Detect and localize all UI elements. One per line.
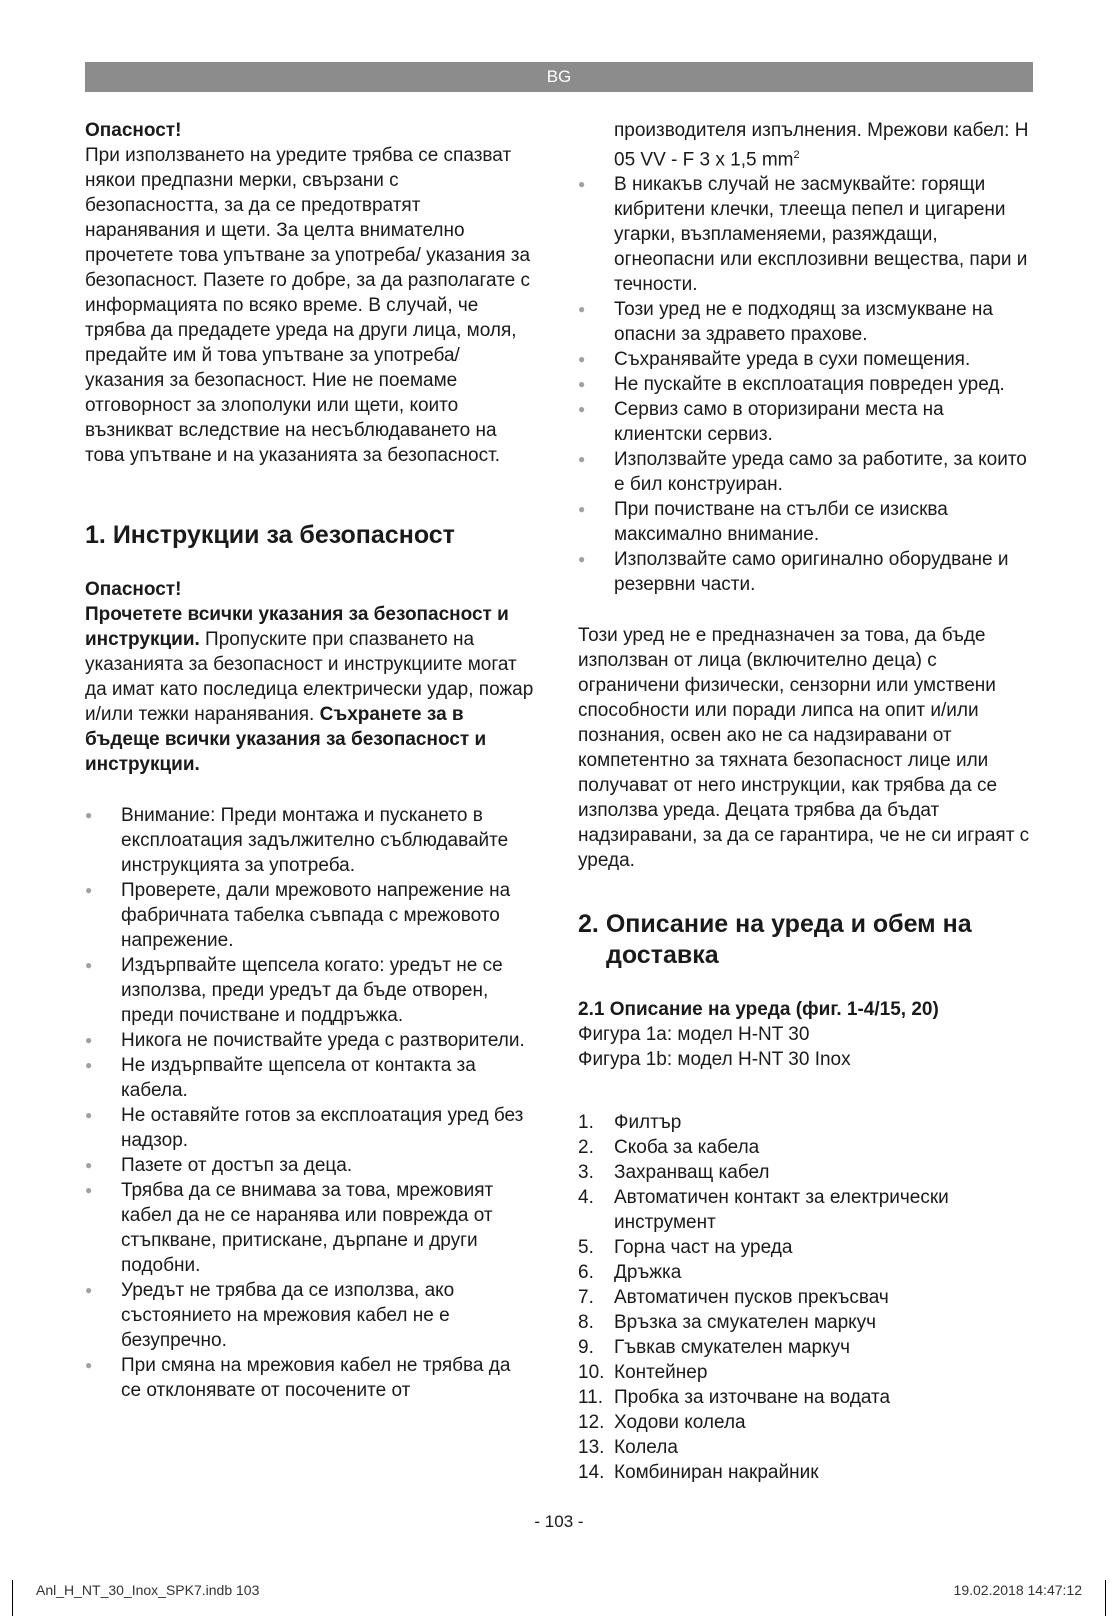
figure-1b-caption: Фигура 1b: модел H-NT 30 Inox bbox=[578, 1049, 851, 1071]
intro-danger-title: Опасност! bbox=[85, 120, 182, 141]
list-item: ● Сервиз само в оторизирани места на клиентски сервиз. bbox=[578, 397, 1033, 447]
section-2-title-line-2: доставка bbox=[606, 941, 719, 970]
list-item: 9. Гъвкав смукателен маркуч bbox=[578, 1337, 851, 1359]
list-item: 10. Контейнер bbox=[578, 1362, 708, 1384]
language-header-bar bbox=[85, 62, 1033, 92]
section-1-bold-1: Прочетете всички указания за безопасност и инструкции. bbox=[85, 604, 509, 650]
list-item: ● Внимание: Преди монтажа и пускането в експлоатация задължително съблюдавайте инструкцията за употреба. bbox=[85, 803, 535, 878]
list-item: ● При почистване на стълби се изисква максимално внимание. bbox=[578, 497, 1033, 547]
left-column bbox=[85, 118, 535, 1403]
list-item: 8. Връзка за смукателен маркуч bbox=[578, 1312, 877, 1334]
list-item: ● Съхранявайте уреда в сухи помещения. bbox=[578, 347, 1033, 372]
right-continuation bbox=[578, 118, 1033, 172]
list-item: ● Проверете, дали мрежовото напрежение на фабричната табелка съвпада с мрежовото напрежение. bbox=[85, 878, 535, 953]
page-number: - 103 - bbox=[534, 1512, 584, 1531]
list-item: 2. Скоба за кабела bbox=[578, 1137, 760, 1159]
crop-mark-left bbox=[12, 1580, 13, 1616]
list-item: 11. Пробка за източване на водата bbox=[578, 1387, 891, 1409]
list-item: 13. Колела bbox=[578, 1437, 678, 1459]
crop-mark-right bbox=[1105, 1580, 1106, 1616]
list-item: ● Пазете от достъп за деца. bbox=[85, 1153, 535, 1178]
right-column bbox=[578, 118, 1033, 1485]
list-item: ● Уредът не трябва да се използва, ако състоянието на мрежовия кабел не е безупречно. bbox=[85, 1278, 535, 1353]
section-2-1-title: 2.1 Описание на уреда (фиг. 1-4/15, 20) bbox=[578, 999, 939, 1021]
figure-1a-caption: Фигура 1a: модел H-NT 30 bbox=[578, 1024, 810, 1046]
footer-timestamp: 19.02.2018 14:47:12 bbox=[953, 1582, 1082, 1598]
list-item: 6. Дръжка bbox=[578, 1262, 682, 1284]
list-item: ● Използвайте само оригинално оборудване и резервни части. bbox=[578, 547, 1033, 597]
section-1-text-1: Пропуските при спазването на указанията за безопасност и инструкциите могат да имат като последица електрически удар, пожар и/или тежки наранявания. bbox=[85, 629, 534, 725]
list-item: ● Не пускайте в експлоатация повреден уред. bbox=[578, 372, 1033, 397]
list-item: ● Издърпвайте щепсела когато: уредът не се използва, преди уредът да бъде отворен, преди почистване и поддръжка. bbox=[85, 953, 535, 1028]
right-safety-list bbox=[578, 172, 1033, 597]
section-1-number: 1. bbox=[85, 521, 106, 549]
cable-spec-text: производителя изпълнения. Мрежови кабел: H 05 VV - F 3 x 1,5 mm bbox=[614, 120, 1029, 171]
list-item: ● Не издърпвайте щепсела от контакта за кабела. bbox=[85, 1053, 535, 1103]
section-1-paragraph bbox=[85, 602, 535, 777]
list-item: ● Този уред не е подходящ за изсмукване на опасни за здравето прахове. bbox=[578, 297, 1033, 347]
list-item: 1. Филтър bbox=[578, 1112, 682, 1134]
left-safety-list bbox=[85, 803, 535, 1403]
footer-file-name: Anl_H_NT_30_Inox_SPK7.indb 103 bbox=[36, 1582, 260, 1598]
cable-spec-superscript: 2 bbox=[793, 149, 800, 161]
list-item: 14. Комбиниран накрайник bbox=[578, 1462, 819, 1484]
list-item: 7. Автоматичен пусков прекъсвач bbox=[578, 1287, 889, 1309]
section-1-title: Инструкции за безопасност bbox=[112, 521, 455, 549]
section-2-heading bbox=[578, 909, 1033, 971]
section-2-title-line-1: Описание на уреда и обем на bbox=[605, 910, 972, 939]
section-2-number: 2. bbox=[578, 910, 599, 939]
section-1-heading bbox=[85, 520, 535, 551]
list-item: 4. Автоматичен контакт за електрически инструмент bbox=[578, 1187, 949, 1234]
list-item: ● Трябва да се внимава за това, мрежовият кабел да не се наранява или поврежда от стъпкване, притискане, дърпане и други подобни. bbox=[85, 1178, 535, 1278]
intro-text: При използването на уредите трябва се спазват някои предпазни мерки, свързани с безопасността, за да се предотвратят наранявания и щети. За целта внимателно прочетете това упътване за употреба/ указания за безопасност. Пазете го добре, за да разполагате с информацията по всяко време. В случай, че трябва да предадете уреда на други лица, моля, предайте им й това упътване за употреба/указания за безопасност. Ние не поемаме отговорност за злополуки или щети, които възникват вследствие на несъблюдаването на това упътване и на указанията за безопасност. bbox=[85, 145, 531, 466]
language-code: BG bbox=[546, 67, 572, 86]
section-1-bold-2: Съхранете за в бъдеще всички указания за безопасност и инструкции. bbox=[85, 704, 487, 775]
list-item: 3. Захранващ кабел bbox=[578, 1162, 770, 1184]
list-item: ● Никога не почиствайте уреда с разтворители. bbox=[85, 1028, 535, 1053]
list-item: 5. Горна част на уреда bbox=[578, 1237, 793, 1259]
list-item: ● Не оставяйте готов за експлоатация уред без надзор. bbox=[85, 1103, 535, 1153]
user-restriction-text: Този уред не е предназначен за това, да бъде използван от лица (включително деца) с ограничени физически, сензорни или умствени способности или поради липса на опит и/или познания, освен ако не са надзиравани от компетентно за тяхната безопасност лице или получават от него инструкции, как трябва да се използва уреда. Децата трябва да бъдат надзиравани, за да се гарантира, че не си играят с уреда. bbox=[578, 625, 1030, 872]
list-item: ● В никакъв случай не засмуквайте: горящи кибритени клечки, тлееща пепел и цигарени угарки, възпламеняеми, разяждащи, огнеопасни или експлозивни вещества, пари и течности. bbox=[578, 172, 1033, 297]
parts-list bbox=[578, 1110, 1033, 1485]
section-1-danger: Опасност! bbox=[85, 579, 182, 600]
list-item: ● При смяна на мрежовия кабел не трябва да се отклонявате от посочените от bbox=[85, 1353, 535, 1403]
list-item: 12. Ходови колела bbox=[578, 1412, 746, 1434]
list-item: ● Използвайте уреда само за работите, за които е бил конструиран. bbox=[578, 447, 1033, 497]
